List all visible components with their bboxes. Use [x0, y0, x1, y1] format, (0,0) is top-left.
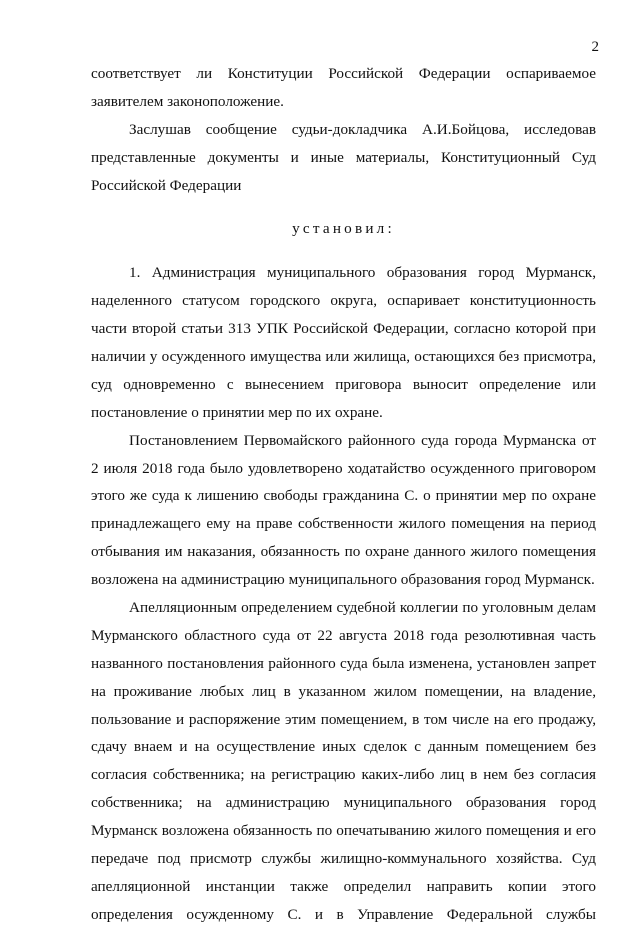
paragraph-line: сдачу внаем и на осуществление иных сделок с данным помещением без [91, 738, 596, 756]
paragraph-line: заявителем законоположение. [91, 92, 284, 110]
paragraph-line: Российской Федерации [91, 176, 242, 194]
paragraph-line: наличии у осужденного имущества или жилища, остающихся без присмотра, [91, 348, 596, 366]
paragraph-1 [91, 259, 596, 426]
paragraph-line: согласия собственника; на регистрацию каких-либо лиц в нем без согласия [91, 766, 596, 784]
paragraph-line: пользование и распоряжение этим помещением, в том числе на его продажу, [91, 710, 596, 728]
paragraph-line: части второй статьи 313 УПК Российской Федерации, согласно которой при [91, 320, 596, 338]
paragraph-line: отбывания им наказания, обязанность по охране данного жилого помещения [91, 543, 596, 561]
paragraph-line: постановление о принятии мер по их охране. [91, 403, 383, 421]
paragraph-line: передаче под присмотр службы жилищно-коммунального хозяйства. Суд [91, 850, 596, 868]
paragraph-line: возложена на администрацию муниципального образования город Мурманск. [91, 571, 595, 589]
paragraph-line: Апелляционным определением судебной коллегии по уголовным делам [129, 599, 596, 617]
paragraph-line: собственника; на администрацию муниципального образования город [91, 794, 596, 812]
spacer [91, 199, 596, 215]
paragraph-line: на проживание любых лиц в указанном жилом помещении, на владение, [91, 682, 596, 700]
paragraph-line: апелляционной инстанции также определил направить копии этого [91, 877, 596, 895]
page-number: 2 [591, 39, 599, 55]
paragraph-2 [91, 427, 596, 594]
paragraph-line: представленные документы и иные материалы, Конституционный Суд [91, 148, 596, 166]
paragraph-line: 1. Администрация муниципального образования город Мурманск, [129, 264, 596, 282]
paragraph-line: Мурманского областного суда от 22 августа 2018 года резолютивная часть [91, 626, 596, 644]
paragraph-line: суд одновременно с вынесением приговора выносит определение или [91, 375, 596, 393]
paragraph-line: соответствует ли Конституции Российской Федерации оспариваемое [91, 65, 596, 82]
paragraph-line: Постановлением Первомайского районного суда города Мурманска от [129, 431, 596, 449]
paragraph-line: Мурманск возложена обязанность по опечатыванию жилого помещения и его [91, 822, 596, 840]
paragraph-3 [91, 594, 596, 929]
paragraph-line: Заслушав сообщение судьи-докладчика А.И.Бойцова, исследовав [129, 120, 596, 138]
spacer [91, 243, 596, 259]
paragraph-hearing [91, 116, 596, 200]
paragraph-line: определения осужденному С. и в Управление Федеральной службы [91, 905, 596, 923]
paragraph-intro [91, 60, 596, 116]
paragraph-line: наделенного статусом городского округа, оспаривает конституционность [91, 292, 596, 310]
section-heading: установил: [292, 220, 395, 238]
paragraph-line: принадлежащего ему на праве собственности жилого помещения на период [91, 515, 596, 533]
document-body [91, 60, 596, 929]
paragraph-line: названного постановления районного суда была изменена, установлен запрет [91, 654, 596, 672]
paragraph-line: 2 июля 2018 года было удовлетворено ходатайство осужденного приговором [91, 459, 596, 477]
paragraph-line: этого же суда к лишению свободы гражданина С. о принятии мер по охране [91, 487, 596, 505]
